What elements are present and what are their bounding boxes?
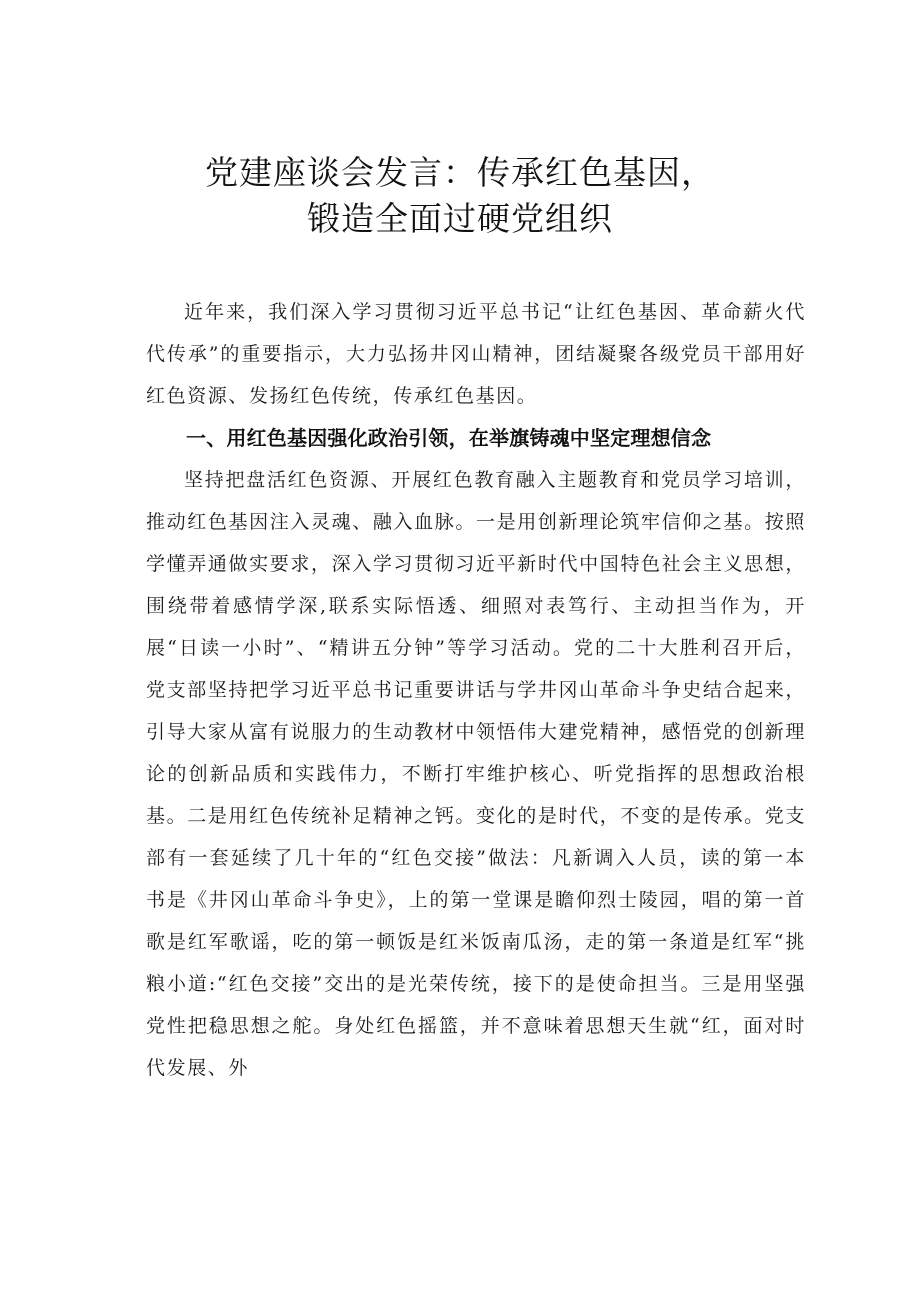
document-title bbox=[0, 150, 920, 242]
section-heading-1: 一、用红色基因强化政治引领，在举旗铸魂中坚定理想信念 bbox=[186, 426, 712, 450]
document-body bbox=[146, 291, 806, 1089]
intro-paragraph: 近年来，我们深入学习贯彻习近平总书记“让红色基因、革命薪火代代传承”的重要指示，大力弘扬井冈山精神，团结凝聚各级党员干部用好红色资源、发扬红色传统，传承红色基因。 bbox=[146, 301, 806, 407]
section-1-paragraph: 坚持把盘活红色资源、开展红色教育融入主题教育和党员学习培训，推动红色基因注入灵魂、融入血脉。一是用创新理论筑牢信仰之基。按照学懂弄通做实要求，深入学习贯彻习近平新时代中国特色社会主义思想，围绕带着感情学深,联系实际悟透、细照对表笃行、主动担当作为，开展“日读一小时”、“精讲五分钟”等学习活动。党的二十大胜利召开后，党支部坚持把学习近平总书记重要讲话与学井冈山革命斗争史结合起来，引导大家从富有说服力的生动教材中领悟伟大建党精神，感悟党的创新理论的创新品质和实践伟力，不断打牢维护核心、听党指挥的思想政治根基。二是用红色传统补足精神之钙。变化的是时代，不变的是传承。党支部有一套延续了几十年的“红色交接”做法：凡新调入人员，读的第一本书是《井冈山革命斗争史》，上的第一堂课是瞻仰烈士陵园，唱的第一首歌是红军歌谣，吃的第一顿饭是红米饭南瓜汤，走的第一条道是红军“挑粮小道:“红色交接”交出的是光荣传统，接下的是使命担当。三是用坚强党性把稳思想之舵。身处红色摇篮，并不意味着思想天生就“红，面对时代发展、外 bbox=[146, 469, 806, 1079]
title-line-2: 锻造全面过硬党组织 bbox=[307, 199, 613, 238]
title-line-1: 党建座谈会发言：传承红色基因， bbox=[205, 153, 715, 192]
